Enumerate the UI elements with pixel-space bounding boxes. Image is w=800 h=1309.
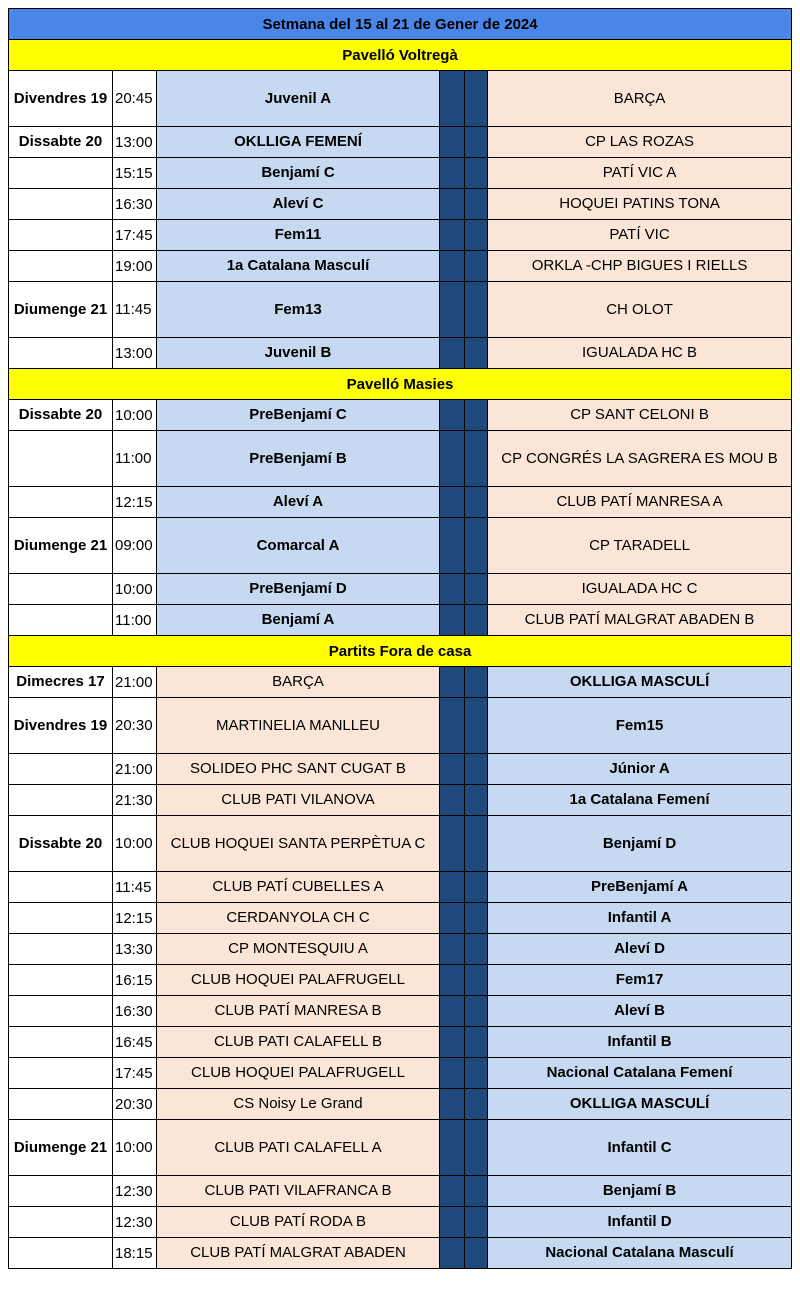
match-day <box>9 605 113 636</box>
score-cell <box>465 698 488 754</box>
opponent-team: CLUB PATI CALAFELL A <box>157 1120 440 1176</box>
match-day <box>9 158 113 189</box>
opponent-team: CP LAS ROZAS <box>488 127 792 158</box>
match-time: 21:30 <box>113 785 157 816</box>
match-time: 17:45 <box>113 220 157 251</box>
score-cell <box>440 1120 465 1176</box>
match-time: 20:30 <box>113 698 157 754</box>
match-day <box>9 1058 113 1089</box>
match-time: 16:45 <box>113 1027 157 1058</box>
match-day <box>9 1238 113 1269</box>
match-time: 13:00 <box>113 127 157 158</box>
home-team: Benjamí B <box>488 1176 792 1207</box>
score-cell <box>465 1027 488 1058</box>
score-cell <box>465 667 488 698</box>
opponent-team: SOLIDEO PHC SANT CUGAT B <box>157 754 440 785</box>
match-time: 11:45 <box>113 282 157 338</box>
opponent-team: HOQUEI PATINS TONA <box>488 189 792 220</box>
score-cell <box>440 189 465 220</box>
match-row <box>9 698 792 754</box>
match-time: 13:30 <box>113 934 157 965</box>
match-day <box>9 1207 113 1238</box>
match-day: Diumenge 21 <box>9 1120 113 1176</box>
score-cell <box>465 754 488 785</box>
section-title: Pavelló Masies <box>9 369 792 400</box>
opponent-team: PATÍ VIC <box>488 220 792 251</box>
score-cell <box>465 71 488 127</box>
match-time: 10:00 <box>113 574 157 605</box>
home-team: Nacional Catalana Masculí <box>488 1238 792 1269</box>
opponent-team: CLUB PATI CALAFELL B <box>157 1027 440 1058</box>
score-cell <box>465 220 488 251</box>
match-time: 16:15 <box>113 965 157 996</box>
score-cell <box>440 1207 465 1238</box>
score-cell <box>440 487 465 518</box>
score-cell <box>465 487 488 518</box>
match-time: 17:45 <box>113 1058 157 1089</box>
home-team: Comarcal A <box>157 518 440 574</box>
score-cell <box>440 1238 465 1269</box>
match-row <box>9 605 792 636</box>
match-row <box>9 1207 792 1238</box>
score-cell <box>440 518 465 574</box>
opponent-team: CERDANYOLA CH C <box>157 903 440 934</box>
match-day <box>9 1089 113 1120</box>
title-row <box>9 9 792 40</box>
match-day <box>9 220 113 251</box>
score-cell <box>440 698 465 754</box>
match-day <box>9 338 113 369</box>
opponent-team: CS Noisy Le Grand <box>157 1089 440 1120</box>
match-row <box>9 400 792 431</box>
match-day: Divendres 19 <box>9 698 113 754</box>
opponent-team: CLUB PATÍ MALGRAT ABADEN <box>157 1238 440 1269</box>
score-cell <box>440 605 465 636</box>
match-day: Divendres 19 <box>9 71 113 127</box>
home-team: Aleví B <box>488 996 792 1027</box>
match-row <box>9 872 792 903</box>
score-cell <box>465 158 488 189</box>
opponent-team: CP TARADELL <box>488 518 792 574</box>
match-day <box>9 1176 113 1207</box>
match-row <box>9 903 792 934</box>
match-time: 12:15 <box>113 487 157 518</box>
score-cell <box>440 903 465 934</box>
opponent-team: MARTINELIA MANLLEU <box>157 698 440 754</box>
opponent-team: CLUB HOQUEI PALAFRUGELL <box>157 1058 440 1089</box>
score-cell <box>465 282 488 338</box>
score-cell <box>440 158 465 189</box>
match-row <box>9 574 792 605</box>
score-cell <box>465 816 488 872</box>
home-team: Fem15 <box>488 698 792 754</box>
match-day <box>9 754 113 785</box>
opponent-team: CP CONGRÉS LA SAGRERA ES MOU B <box>488 431 792 487</box>
match-day: Diumenge 21 <box>9 282 113 338</box>
match-row <box>9 71 792 127</box>
match-row <box>9 487 792 518</box>
schedule-title: Setmana del 15 al 21 de Gener de 2024 <box>9 9 792 40</box>
score-cell <box>465 251 488 282</box>
opponent-team: CLUB PATÍ MANRESA A <box>488 487 792 518</box>
score-cell <box>440 282 465 338</box>
score-cell <box>465 1176 488 1207</box>
match-row <box>9 282 792 338</box>
score-cell <box>440 1027 465 1058</box>
opponent-team: CLUB PATÍ CUBELLES A <box>157 872 440 903</box>
match-time: 21:00 <box>113 754 157 785</box>
score-cell <box>465 996 488 1027</box>
home-team: Aleví A <box>157 487 440 518</box>
score-cell <box>465 903 488 934</box>
match-day <box>9 872 113 903</box>
match-row <box>9 518 792 574</box>
match-day <box>9 785 113 816</box>
home-team: Infantil C <box>488 1120 792 1176</box>
score-cell <box>440 127 465 158</box>
match-row <box>9 965 792 996</box>
home-team: Infantil A <box>488 903 792 934</box>
score-cell <box>440 1089 465 1120</box>
match-day <box>9 996 113 1027</box>
match-row <box>9 667 792 698</box>
match-row <box>9 934 792 965</box>
score-cell <box>440 220 465 251</box>
score-cell <box>440 754 465 785</box>
score-cell <box>440 1176 465 1207</box>
match-time: 19:00 <box>113 251 157 282</box>
match-row <box>9 816 792 872</box>
score-cell <box>465 518 488 574</box>
score-cell <box>440 996 465 1027</box>
opponent-team: CLUB PATÍ MANRESA B <box>157 996 440 1027</box>
score-cell <box>440 667 465 698</box>
score-cell <box>440 934 465 965</box>
match-row <box>9 1176 792 1207</box>
section-header-row <box>9 636 792 667</box>
match-row <box>9 1238 792 1269</box>
opponent-team: CP SANT CELONI B <box>488 400 792 431</box>
section-title: Pavelló Voltregà <box>9 40 792 71</box>
opponent-team: CP MONTESQUIU A <box>157 934 440 965</box>
home-team: PreBenjamí D <box>157 574 440 605</box>
score-cell <box>465 872 488 903</box>
match-time: 21:00 <box>113 667 157 698</box>
match-row <box>9 127 792 158</box>
match-row <box>9 220 792 251</box>
match-time: 15:15 <box>113 158 157 189</box>
match-row <box>9 1027 792 1058</box>
match-row <box>9 338 792 369</box>
score-cell <box>440 965 465 996</box>
home-team: 1a Catalana Femení <box>488 785 792 816</box>
match-time: 20:45 <box>113 71 157 127</box>
home-team: Infantil B <box>488 1027 792 1058</box>
section-header-row <box>9 369 792 400</box>
score-cell <box>440 400 465 431</box>
home-team: OKLLIGA MASCULÍ <box>488 667 792 698</box>
match-row <box>9 785 792 816</box>
match-time: 12:30 <box>113 1176 157 1207</box>
score-cell <box>440 816 465 872</box>
score-cell <box>440 574 465 605</box>
score-cell <box>465 127 488 158</box>
match-day: Dissabte 20 <box>9 816 113 872</box>
match-day: Dissabte 20 <box>9 400 113 431</box>
opponent-team: PATÍ VIC A <box>488 158 792 189</box>
opponent-team: CLUB PATÍ RODA B <box>157 1207 440 1238</box>
match-row <box>9 996 792 1027</box>
home-team: Aleví C <box>157 189 440 220</box>
match-day: Dissabte 20 <box>9 127 113 158</box>
match-row <box>9 158 792 189</box>
score-cell <box>465 965 488 996</box>
match-time: 09:00 <box>113 518 157 574</box>
match-time: 20:30 <box>113 1089 157 1120</box>
match-day <box>9 1027 113 1058</box>
opponent-team: BARÇA <box>488 71 792 127</box>
match-row <box>9 754 792 785</box>
match-time: 12:15 <box>113 903 157 934</box>
home-team: Benjamí A <box>157 605 440 636</box>
opponent-team: IGUALADA HC C <box>488 574 792 605</box>
match-row <box>9 431 792 487</box>
match-day <box>9 487 113 518</box>
opponent-team: ORKLA -CHP BIGUES I RIELLS <box>488 251 792 282</box>
match-day: Diumenge 21 <box>9 518 113 574</box>
home-team: Benjamí D <box>488 816 792 872</box>
score-cell <box>465 1058 488 1089</box>
schedule-table <box>8 8 792 1269</box>
home-team: PreBenjamí A <box>488 872 792 903</box>
opponent-team: CLUB PATI VILAFRANCA B <box>157 1176 440 1207</box>
score-cell <box>440 338 465 369</box>
opponent-team: CLUB PATÍ MALGRAT ABADEN B <box>488 605 792 636</box>
schedule-body <box>9 9 792 1269</box>
score-cell <box>465 1238 488 1269</box>
match-time: 13:00 <box>113 338 157 369</box>
score-cell <box>465 785 488 816</box>
match-day <box>9 965 113 996</box>
score-cell <box>440 1058 465 1089</box>
score-cell <box>440 785 465 816</box>
home-team: Nacional Catalana Femení <box>488 1058 792 1089</box>
home-team: Júnior A <box>488 754 792 785</box>
score-cell <box>465 1120 488 1176</box>
section-title: Partits Fora de casa <box>9 636 792 667</box>
score-cell <box>465 934 488 965</box>
home-team: Juvenil A <box>157 71 440 127</box>
home-team: 1a Catalana Masculí <box>157 251 440 282</box>
match-row <box>9 1058 792 1089</box>
opponent-team: IGUALADA HC B <box>488 338 792 369</box>
match-time: 16:30 <box>113 189 157 220</box>
opponent-team: BARÇA <box>157 667 440 698</box>
match-row <box>9 189 792 220</box>
match-day <box>9 574 113 605</box>
score-cell <box>440 71 465 127</box>
opponent-team: CLUB PATI VILANOVA <box>157 785 440 816</box>
match-time: 16:30 <box>113 996 157 1027</box>
opponent-team: CLUB HOQUEI PALAFRUGELL <box>157 965 440 996</box>
home-team: OKLLIGA MASCULÍ <box>488 1089 792 1120</box>
score-cell <box>465 1089 488 1120</box>
score-cell <box>465 400 488 431</box>
section-header-row <box>9 40 792 71</box>
home-team: Fem11 <box>157 220 440 251</box>
match-time: 10:00 <box>113 400 157 431</box>
match-day <box>9 189 113 220</box>
home-team: Juvenil B <box>157 338 440 369</box>
score-cell <box>465 605 488 636</box>
match-time: 18:15 <box>113 1238 157 1269</box>
match-day <box>9 431 113 487</box>
score-cell <box>440 872 465 903</box>
home-team: OKLLIGA FEMENÍ <box>157 127 440 158</box>
home-team: Benjamí C <box>157 158 440 189</box>
match-time: 10:00 <box>113 816 157 872</box>
score-cell <box>465 189 488 220</box>
match-day <box>9 251 113 282</box>
match-day <box>9 934 113 965</box>
score-cell <box>465 1207 488 1238</box>
match-row <box>9 1120 792 1176</box>
home-team: Fem17 <box>488 965 792 996</box>
score-cell <box>465 574 488 605</box>
match-day <box>9 903 113 934</box>
score-cell <box>440 251 465 282</box>
score-cell <box>465 431 488 487</box>
home-team: PreBenjamí C <box>157 400 440 431</box>
home-team: Infantil D <box>488 1207 792 1238</box>
home-team: Fem13 <box>157 282 440 338</box>
home-team: PreBenjamí B <box>157 431 440 487</box>
match-time: 10:00 <box>113 1120 157 1176</box>
home-team: Aleví D <box>488 934 792 965</box>
match-row <box>9 1089 792 1120</box>
match-time: 11:00 <box>113 605 157 636</box>
match-time: 11:00 <box>113 431 157 487</box>
opponent-team: CLUB HOQUEI SANTA PERPÈTUA C <box>157 816 440 872</box>
match-row <box>9 251 792 282</box>
match-time: 11:45 <box>113 872 157 903</box>
match-day: Dimecres 17 <box>9 667 113 698</box>
score-cell <box>465 338 488 369</box>
match-time: 12:30 <box>113 1207 157 1238</box>
opponent-team: CH OLOT <box>488 282 792 338</box>
score-cell <box>440 431 465 487</box>
